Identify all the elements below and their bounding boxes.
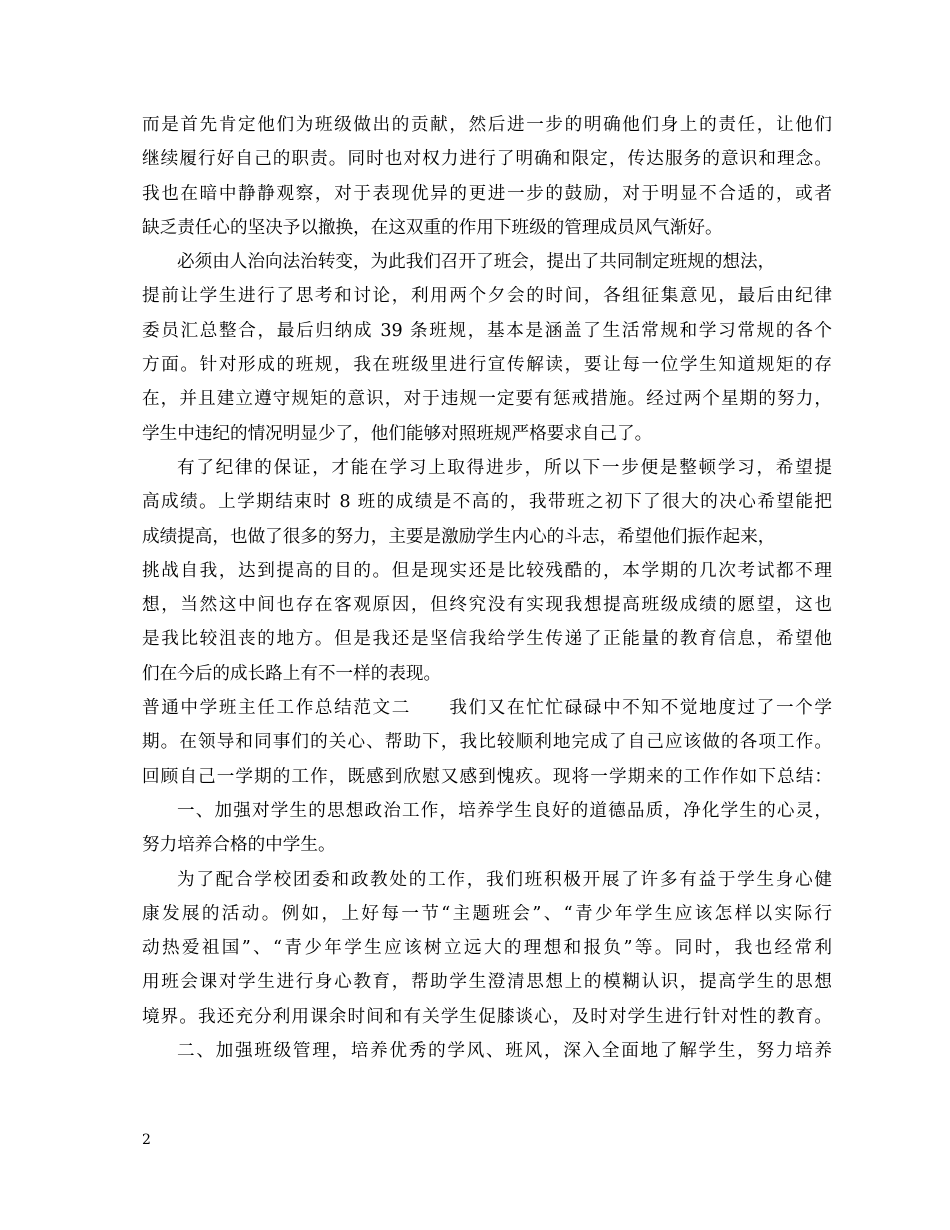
text-line: 学生中违纪的情况明显少了，他们能够对照班规严格要求自己了。 bbox=[142, 423, 653, 444]
text-line: 方面。针对形成的班规，我在班级里进行宣传解读，要让每一位学生知道规矩的存 bbox=[142, 355, 832, 376]
text-line: 用班会课对学生进行身心教育，帮助学生澄清思想上的模糊认识，提高学生的思想 bbox=[142, 972, 832, 993]
body-text bbox=[142, 108, 832, 1068]
text-line: 普通中学班主任工作总结范文二 我们又在忙忙碌碌中不知不觉地度过了一个学 bbox=[142, 698, 832, 719]
text-line: 成绩提高，也做了很多的努力，主要是激励学生内心的斗志，希望他们振作起来， bbox=[142, 526, 776, 547]
text-line: 康发展的活动。例如，上好每一节“主题班会”、“青少年学生应该怎样以实际行 bbox=[142, 903, 832, 924]
text-line: 在，并且建立遵守规矩的意识，对于违规一定要有惩戒措施。经过两个星期的努力， bbox=[142, 389, 832, 410]
text-line: 一、加强对学生的思想政治工作，培养学生良好的道德品质，净化学生的心灵， bbox=[177, 800, 832, 821]
text-line: 我也在暗中静静观察，对于表现优异的更进一步的鼓励，对于明显不合适的，或者 bbox=[142, 183, 832, 204]
text-line: 二、加强班级管理，培养优秀的学风、班风，深入全面地了解学生，努力培养 bbox=[177, 1041, 832, 1062]
text-line: 缺乏责任心的坚决予以撤换，在这双重的作用下班级的管理成员风气渐好。 bbox=[142, 217, 723, 238]
page-number: 2 bbox=[142, 1132, 151, 1148]
text-line: 想，当然这中间也存在客观原因，但终究没有实现我想提高班级成绩的愿望，这也 bbox=[142, 595, 832, 616]
text-line: 努力培养合格的中学生。 bbox=[142, 835, 336, 856]
text-line: 委员汇总整合，最后归纳成 39 条班规，基本是涵盖了生活常规和学习常规的各个 bbox=[142, 320, 832, 341]
text-line: 高成绩。上学期结束时 8 班的成绩是不高的，我带班之初下了很大的决心希望能把 bbox=[142, 492, 832, 513]
text-line: 境界。我还充分利用课余时间和有关学生促膝谈心，及时对学生进行针对性的教育。 bbox=[142, 1006, 832, 1027]
text-line: 是我比较沮丧的地方。但是我还是坚信我给学生传递了正能量的教育信息，希望他 bbox=[142, 629, 832, 650]
text-line: 为了配合学校团委和政教处的工作，我们班积极开展了许多有益于学生身心健 bbox=[177, 869, 832, 890]
text-line: 动热爱祖国”、“青少年学生应该树立远大的理想和报负”等。同时，我也经常利 bbox=[142, 938, 832, 959]
text-line: 期。在领导和同事们的关心、帮助下，我比较顺利地完成了自己应该做的各项工作。 bbox=[142, 732, 832, 753]
text-line: 挑战自我，达到提高的目的。但是现实还是比较残酷的，本学期的几次考试都不理 bbox=[142, 560, 832, 581]
text-line: 们在今后的成长路上有不一样的表现。 bbox=[142, 663, 442, 684]
text-line: 而是首先肯定他们为班级做出的贡献，然后进一步的明确他们身上的责任，让他们 bbox=[142, 115, 832, 135]
text-line: 回顾自己一学期的工作，既感到欣慰又感到愧疚。现将一学期来的工作作如下总结： bbox=[142, 766, 832, 787]
text-line: 有了纪律的保证，才能在学习上取得进步，所以下一步便是整顿学习，希望提 bbox=[177, 457, 832, 478]
text-line: 提前让学生进行了思考和讨论，利用两个夕会的时间，各组征集意见，最后由纪律 bbox=[142, 286, 832, 307]
text-line: 继续履行好自己的职责。同时也对权力进行了明确和限定，传达服务的意识和理念。 bbox=[142, 149, 832, 170]
text-line: 必须由人治向法治转变，为此我们召开了班会，提出了共同制定班规的想法， bbox=[177, 252, 776, 273]
